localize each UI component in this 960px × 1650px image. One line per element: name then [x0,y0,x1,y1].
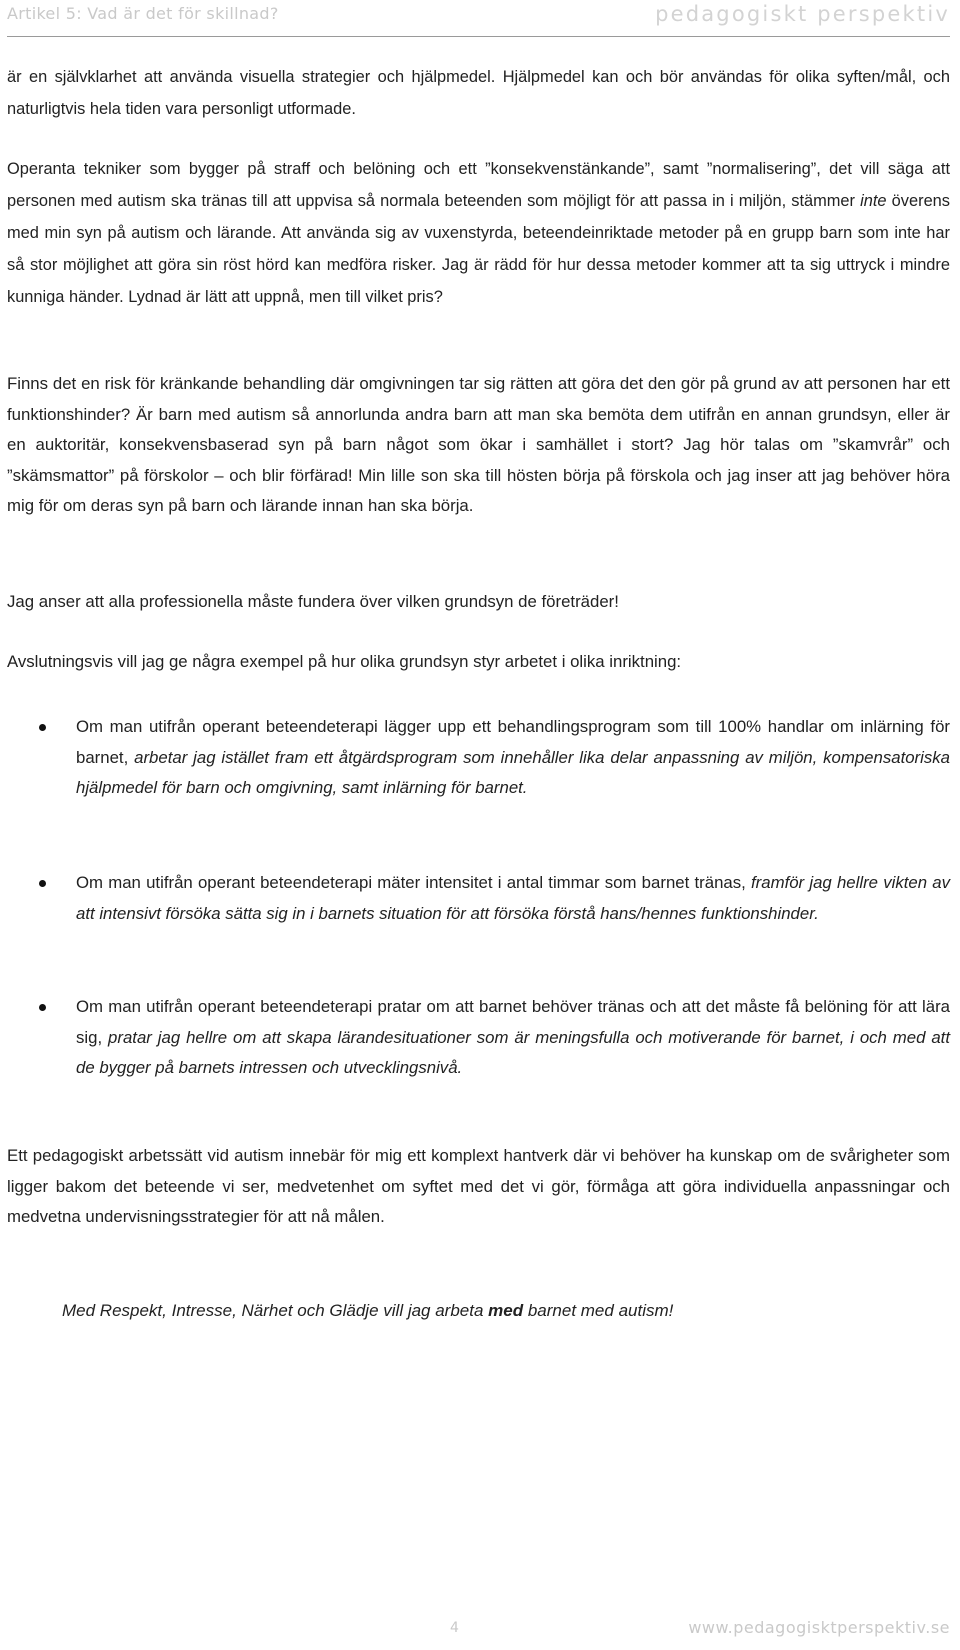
list-item [76,712,950,804]
bullet-icon [39,1004,46,1011]
paragraph-2-text-a: Operanta tekniker som bygger på straff och belöning och ett ”konsekvenstänkande”, samt ”normalisering”, det vill säga att personen med autism ska tränas till att uppvisa så normala beteenden som möjligt för att passa in i miljön, stämmer [7,160,950,210]
bullet-text: Om man utifrån operant beteendeterapi lägger upp ett behandlingsprogram som till 100% handlar om inlärning för barnet, [76,717,950,767]
bullet-text: Om man utifrån operant beteendeterapi mäter intensitet i antal timmar som barnet tränas, [76,873,751,892]
paragraph-6: Ett pedagogiskt arbetssätt vid autism innebär för mig ett komplext hantverk där vi behöver ha kunskap om de svårigheter som ligger bakom det beteende vi ser, medvetenhet om syftet med det vi gör, förmåga att göra individuella anpassningar och medvetna undervisningsstrategier för att nå målen. [7,1146,950,1226]
paragraph-2-text-b: överens med min syn på autism och lärande. [7,192,950,242]
bullet-italic-text: framför jag hellre vikten av att intensivt försöka sätta sig in i barnets situation för att försöka förstå hans/hennes funktionshinder. [76,873,950,923]
bullet-text: Om man utifrån operant beteendeterapi pratar om att barnet behöver tränas och att det måste få belöning för att lära sig, [76,997,950,1047]
paragraph-2-text-c: Att använda sig av vuxenstyrda, beteendeinriktade metoder på en grupp barn som inte har så stor möjlighet att göra sin röst hörd kan medföra risker. Jag är rädd för hur dessa metoder kommer att ta sig uttryck i mindre kunniga händer. Lydnad är lätt att uppnå, men till vilket pris? [7,224,950,306]
header-divider [7,36,950,37]
bullet-italic-text: pratar jag hellre om att skapa lärandesituationer som är meningsfulla och motiverande för barnet, i och med att de bygger på barnets intressen och utvecklingsnivå. [76,1027,950,1077]
paragraph-1: är en självklarhet att använda visuella strategier och hjälpmedel. Hjälpmedel kan och bör användas för olika syften/mål, och naturligtvis hela tiden vara personligt utformade. [7,68,950,118]
list-item [76,992,950,1084]
paragraph-2-italic: inte [860,192,887,210]
publication-name: pedagogiskt perspektiv [655,2,950,26]
bullet-italic-text: arbetar jag istället fram ett åtgärdsprogram som innehåller lika delar anpassning av miljön, kompensatoriska hjälpmedel för barn och omgivning, samt inlärning för barnet. [76,747,950,797]
closing-bold: med [488,1301,524,1320]
paragraph-2 [7,153,950,313]
closing-text-a: Med Respekt, Intresse, Närhet och Glädje vill jag arbeta [62,1301,489,1320]
paragraph-5: Avslutningsvis vill jag ge några exempel på hur olika grundsyn styr arbetet i olika inriktning: [7,652,682,671]
closing-text-b: barnet med autism! [523,1301,674,1320]
page-number: 4 [450,1620,459,1636]
bullet-icon [39,880,46,887]
page-header [7,2,950,30]
list-item [76,868,950,929]
bullet-icon [39,724,46,731]
closing-statement [62,1296,950,1326]
article-title: Artikel 5: Vad är det för skillnad? [7,4,279,23]
paragraph-4: Jag anser att alla professionella måste fundera över vilken grundsyn de företräder! [7,592,619,611]
paragraph-3: Finns det en risk för kränkande behandling där omgivningen tar sig rätten att göra det den gör på grund av att personen har ett funktionshinder? Är barn med autism så annorlunda andra barn att man ska bemöta dem utifrån en annan grundsyn, eller är en auktoritär, konsekvensbaserad syn på barn något som ökar i samhället i stort? Jag hör talas om ”skamvrår” och ”skämsmattor” på förskolor – och blir förfärad! Min lille son ska till hösten börja på förskola och jag inser att jag behöver höra mig för om deras syn på barn och lärande innan han ska börja. [7,374,950,515]
footer-url: www.pedagogisktperspektiv.se [688,1618,950,1637]
